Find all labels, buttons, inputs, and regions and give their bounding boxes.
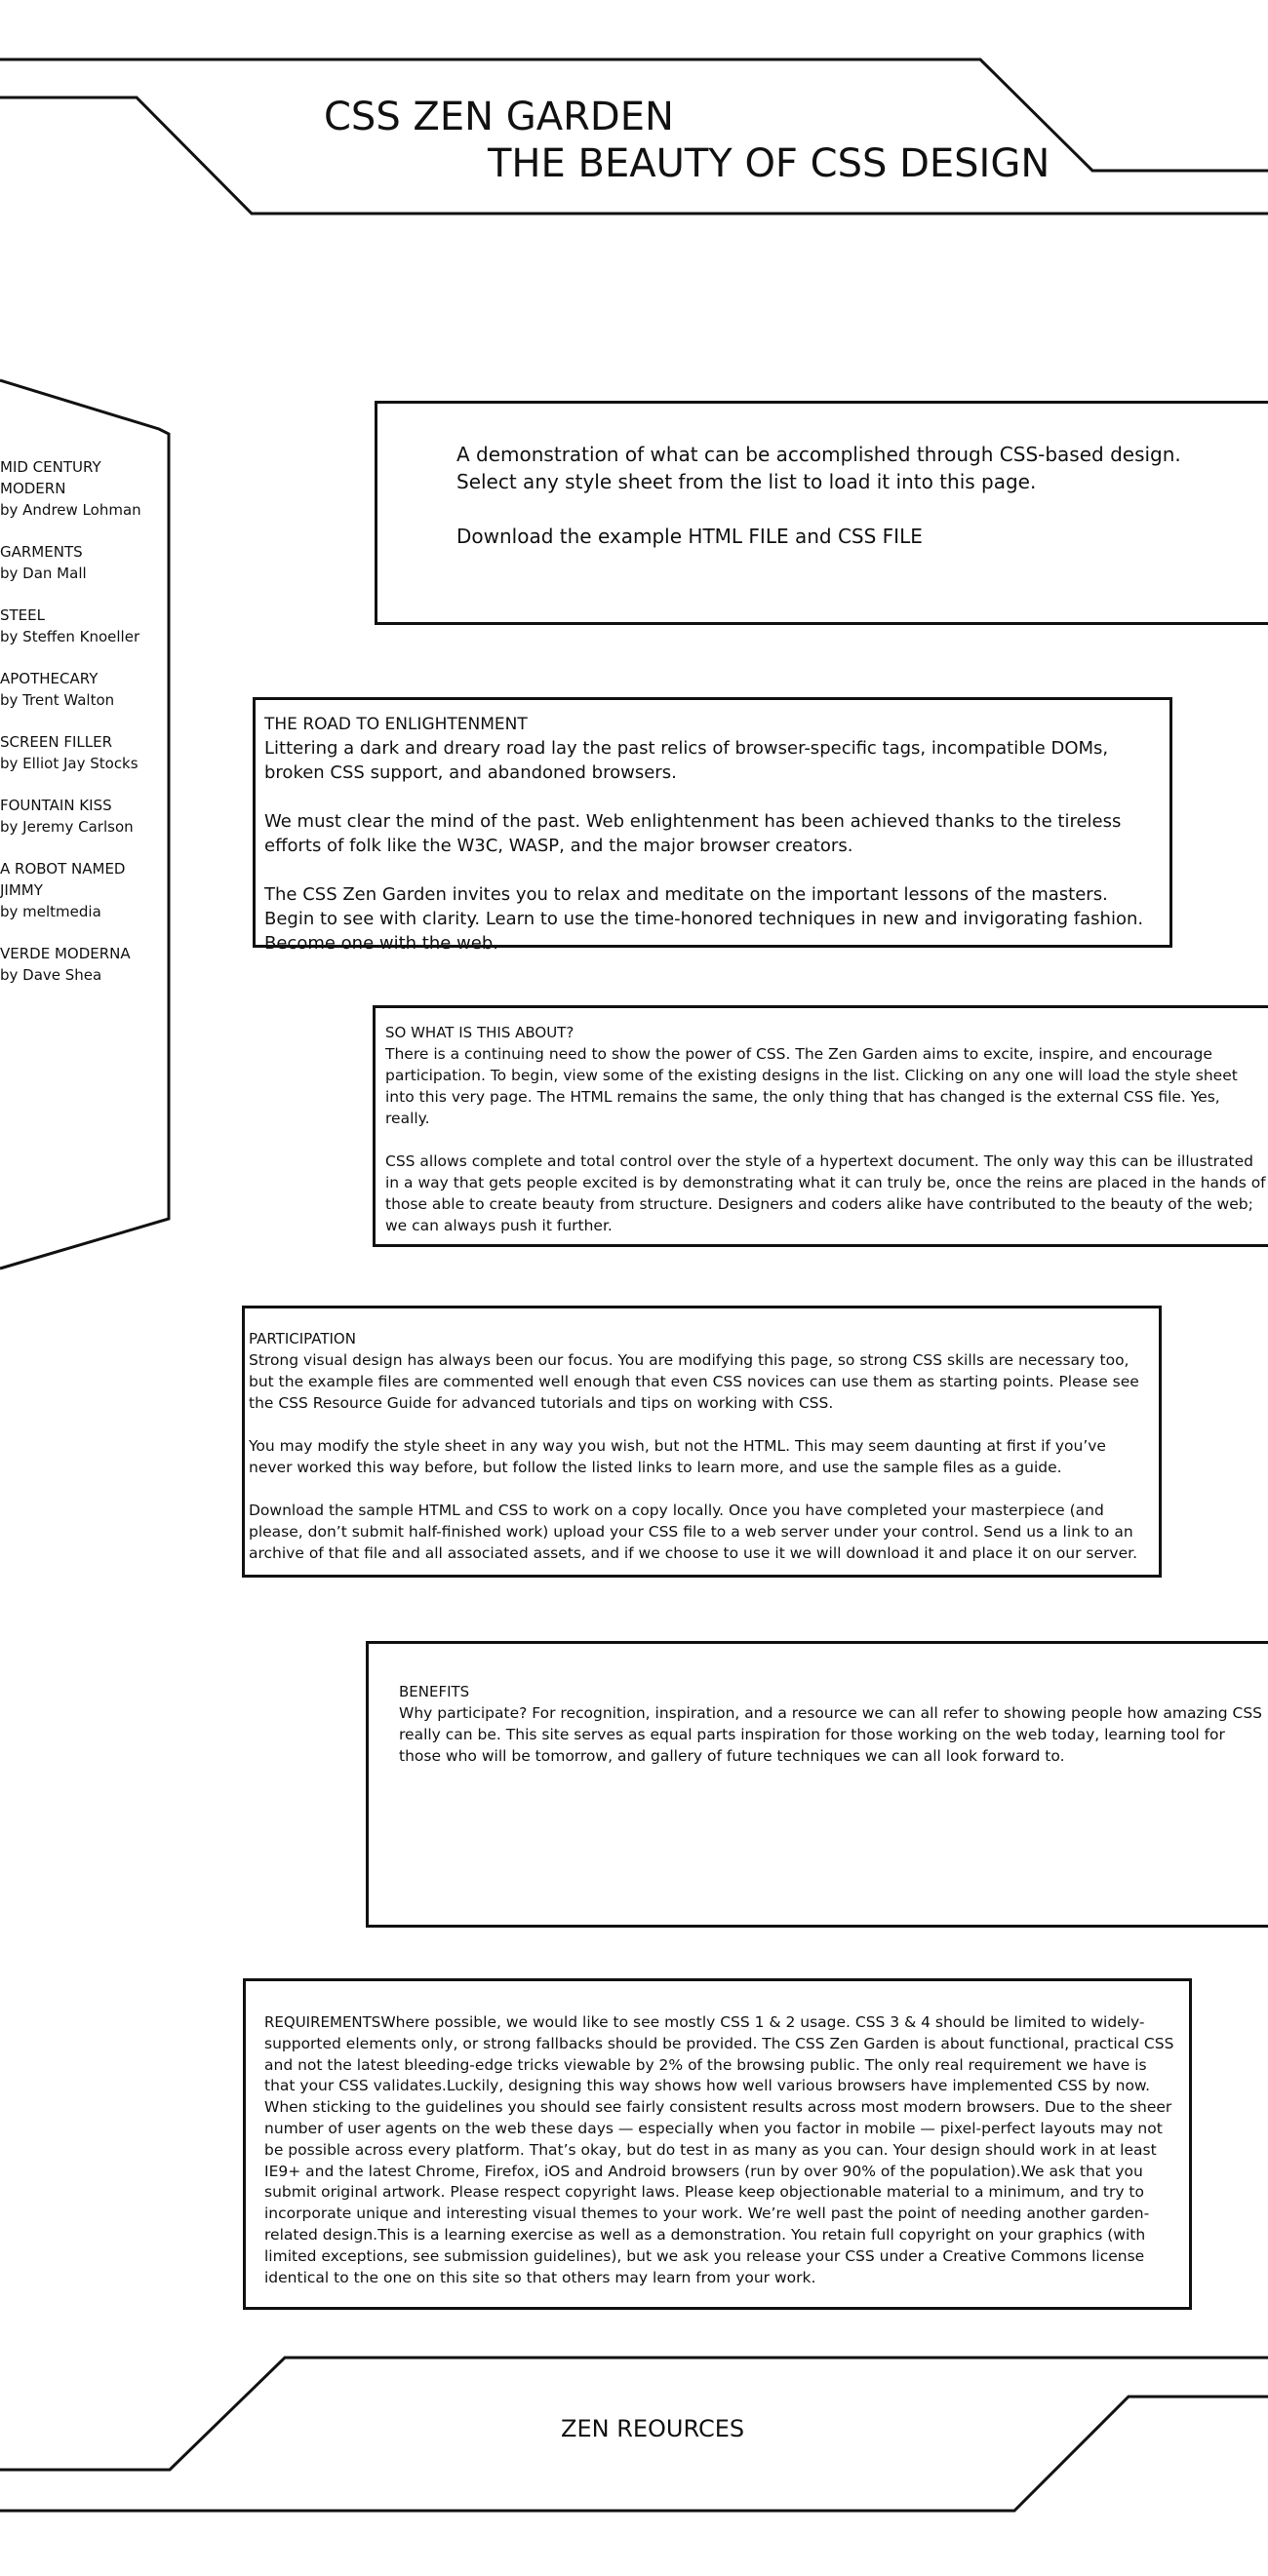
design-list-item[interactable] xyxy=(0,668,156,711)
page-subtitle: THE BEAUTY OF CSS DESIGN xyxy=(488,141,1050,186)
explanation-title: SO WHAT IS THIS ABOUT? xyxy=(385,1024,575,1041)
preamble-paragraph: We must clear the mind of the past. Web enlightenment has been achieved thanks to the tireless efforts of folk like the W3C, WASP, and the major browser creators. xyxy=(264,811,1122,856)
participation-paragraph: Strong visual design has always been our focus. You are modifying this page, so strong CSS skills are necessary too, but the example files are commented well enough that even CSS novices can use them as starting points. Please see the CSS Resource Guide for advanced tutorials and tips on working with CSS. xyxy=(249,1351,1139,1412)
preamble-section xyxy=(253,697,1172,954)
requirements-section xyxy=(243,1978,1192,2310)
participation-paragraph: Download the sample HTML and CSS to work on a copy locally. Once you have completed your masterpiece (and please, don’t submit half-finished work) upload your CSS file to a web server under your control. Send us a link to an archive of that file and all associated assets, and if we choose to use it we will download it and place it on our server. xyxy=(249,1502,1137,1562)
design-list-item[interactable] xyxy=(0,605,156,647)
explanation-section xyxy=(373,1005,1268,1247)
design-author[interactable]: by Jeremy Carlson xyxy=(0,818,134,836)
participation-title: PARTICIPATION xyxy=(249,1330,356,1347)
intro-summary: A demonstration of what can be accomplished through CSS-based design. Select any style sheet from the list to load it into this page. xyxy=(456,443,1181,493)
design-list-item[interactable] xyxy=(0,456,156,521)
design-name-link[interactable]: VERDE MODERNA xyxy=(0,945,131,962)
design-list-item[interactable] xyxy=(0,541,156,584)
design-author[interactable]: by meltmedia xyxy=(0,903,101,920)
requirements-title: REQUIREMENTS xyxy=(264,2013,381,2031)
design-name-link[interactable]: SCREEN FILLER xyxy=(0,733,113,751)
design-author[interactable]: by Elliot Jay Stocks xyxy=(0,755,139,772)
design-name-link[interactable]: FOUNTAIN KISS xyxy=(0,797,112,814)
design-name-link[interactable]: A ROBOT NAMED JIMMY xyxy=(0,860,126,899)
download-prefix: Download the example xyxy=(456,525,689,548)
footer-title: ZEN REOURCES xyxy=(561,2415,745,2442)
design-name-link[interactable]: STEEL xyxy=(0,606,45,624)
preamble-title: THE ROAD TO ENLIGHTENMENT xyxy=(264,715,528,734)
participation-section xyxy=(242,1306,1162,1578)
explanation-paragraph: There is a continuing need to show the power of CSS. The Zen Garden aims to excite, inspire, and encourage participation. To begin, view some of the existing designs in the list. Clicking on any one will load the style sheet into this very page. The HTML remains the same, the only thing that has changed is the external CSS file. Yes, really. xyxy=(385,1045,1238,1127)
intro-section xyxy=(375,401,1268,625)
page-title: CSS ZEN GARDEN xyxy=(324,95,674,139)
intro-download xyxy=(456,523,1230,550)
benefits-text: Why participate? For recognition, inspiration, and a resource we can all refer to showing people how amazing CSS really can be. This site serves as equal parts inspiration for those working on the web today, learning tool for those who will be tomorrow, and gallery of future techniques we can all look forward to. xyxy=(399,1704,1263,1765)
design-list-item[interactable] xyxy=(0,943,156,986)
benefits-title: BENEFITS xyxy=(399,1683,470,1700)
design-author[interactable]: by Trent Walton xyxy=(0,691,115,709)
design-list-item[interactable] xyxy=(0,858,156,922)
benefits-section xyxy=(366,1641,1268,1928)
html-file-link[interactable]: HTML FILE xyxy=(688,525,789,548)
explanation-paragraph: CSS allows complete and total control over the style of a hypertext document. The only way this can be illustrated in a way that gets people excited is by demonstrating what it can truly be, once the reins are placed in the hands of those able to create beauty from structure. Designers and coders alike have contributed to the beauty of the web; we can always push it further. xyxy=(385,1152,1266,1234)
requirements-text: Where possible, we would like to see mostly CSS 1 & 2 usage. CSS 3 & 4 should be limited to widely-supported elements only, or strong fallbacks should be provided. The CSS Zen Garden is about functional, practical CSS and not the latest bleeding-edge tricks viewable by 2% of the browsing public. The only real requirement we have is that your CSS validates.Luckily, designing this way shows how well various browsers have implemented CSS by now. When sticking to the guidelines you should see fairly consistent results across most modern browsers. Due to the sheer number of user agents on the web these days — especially when you factor in mobile — pixel-perfect layouts may not be possible across every platform. That’s okay, but do test in as many as you can. Your design should work in at least IE9+ and the latest Chrome, Firefox, iOS and Android browsers (run by over 90% of the population).We ask that you submit original artwork. Please respect copyright laws. Please keep objectionable material to a minimum, and try to incorporate unique and interesting visual themes to your work. We’re well past the point of needing another garden-related design.This is a learning exercise as well as a demonstration. You retain full copyright on your graphics (with limited exceptions, see submission guidelines), but we ask you release your CSS under a Creative Commons license identical to the one on this site so that others may learn from your work. xyxy=(264,2013,1174,2286)
design-author[interactable]: by Dave Shea xyxy=(0,966,102,984)
design-name-link[interactable]: GARMENTS xyxy=(0,543,83,561)
design-name-link[interactable]: MID CENTURY MODERN xyxy=(0,458,101,497)
preamble-paragraph: Littering a dark and dreary road lay the past relics of browser-specific tags, incompatible DOMs, broken CSS support, and abandoned browsers. xyxy=(264,738,1109,783)
css-file-link[interactable]: CSS FILE xyxy=(837,525,923,548)
preamble-paragraph: The CSS Zen Garden invites you to relax and meditate on the important lessons of the masters. Begin to see with clarity. Learn to use the time-honored techniques in new and invigorating fashion. Become one with the web. xyxy=(264,884,1144,954)
design-author[interactable]: by Andrew Lohman xyxy=(0,501,141,519)
design-author[interactable]: by Steffen Knoeller xyxy=(0,628,140,645)
design-list-item[interactable] xyxy=(0,731,156,774)
requirements-body xyxy=(264,2012,1175,2288)
participation-paragraph: You may modify the style sheet in any way you wish, but not the HTML. This may seem daunting at first if you’ve never worked this way before, but follow the listed links to learn more, and use the sample files as a guide. xyxy=(249,1437,1106,1476)
design-name-link[interactable]: APOTHECARY xyxy=(0,670,99,687)
design-list-item[interactable] xyxy=(0,795,156,838)
design-list xyxy=(0,456,156,1006)
download-and: and xyxy=(788,525,838,548)
design-author[interactable]: by Dan Mall xyxy=(0,565,87,582)
